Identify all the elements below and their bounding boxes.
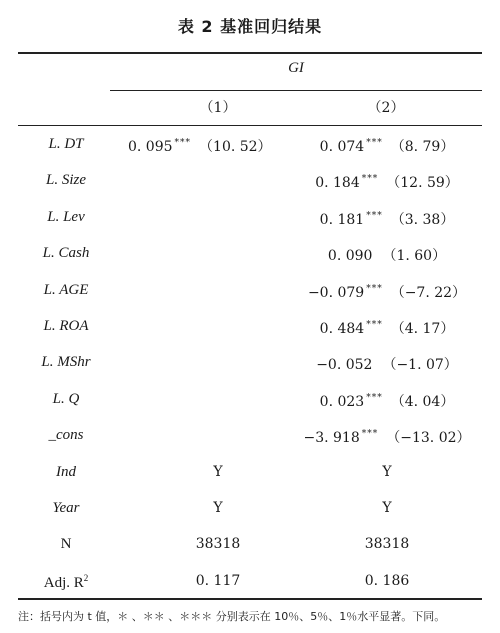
coefficient-value: 0. 095 — [128, 139, 173, 155]
t-statistic: （4. 17） — [390, 321, 455, 337]
t-statistic: （3. 38） — [390, 211, 455, 228]
row-label: L. DT — [48, 136, 84, 152]
value-cell: Y — [213, 463, 223, 480]
row-label — [18, 573, 114, 592]
coefficient-cell — [292, 318, 482, 338]
bottom-rule — [18, 598, 482, 600]
coefficient-value: 0. 074 — [319, 139, 365, 155]
coefficient-value: 0. 090 — [327, 248, 373, 265]
coefficient-cell — [292, 136, 482, 156]
table-row — [0, 565, 500, 601]
value-cell: 38318 — [364, 536, 410, 553]
table-row — [0, 310, 500, 346]
coefficient-cell — [292, 282, 482, 302]
value-cell: Y — [213, 500, 223, 516]
coefficient-cell — [292, 172, 482, 192]
t-statistic: （−13. 02） — [386, 430, 471, 447]
table-row — [0, 346, 500, 382]
coefficient-cell — [292, 354, 482, 374]
value-cell: 0. 117 — [195, 572, 241, 589]
significance-stars: *** — [366, 392, 383, 403]
significance-stars: *** — [366, 138, 383, 148]
coefficient-value: 0. 184 — [315, 175, 360, 192]
value-cell: Y — [382, 500, 392, 516]
coefficient-cell — [292, 209, 482, 229]
row-label: _cons — [48, 427, 84, 444]
coefficient-cell — [292, 245, 482, 265]
t-statistic: （12. 59） — [386, 175, 459, 192]
table-row — [0, 456, 500, 492]
row-label: Ind — [56, 463, 76, 480]
row-label-text: Adj. R — [43, 574, 84, 591]
value-cell: 0. 186 — [364, 572, 410, 589]
top-rule — [18, 52, 482, 54]
significance-stars: *** — [366, 320, 383, 330]
header-rule — [110, 90, 482, 91]
t-statistic: （8. 79） — [390, 139, 455, 155]
row-label: L. Cash — [42, 245, 90, 262]
significance-stars: *** — [361, 429, 379, 440]
table-row — [0, 419, 500, 455]
row-label: L. Lev — [47, 208, 85, 225]
t-statistic: （−1. 07） — [382, 357, 458, 374]
coefficient-cell — [128, 136, 308, 156]
row-label: L. MShr — [41, 354, 91, 371]
t-statistic: （10. 52） — [199, 139, 272, 155]
row-label: N — [60, 536, 72, 553]
table-row — [0, 201, 500, 237]
coefficient-value: 0. 484 — [319, 321, 365, 337]
coefficient-cell — [292, 391, 482, 411]
table-title: 表 2 基准回归结果 — [177, 17, 323, 36]
significance-stars: *** — [366, 283, 383, 294]
table-row — [0, 164, 500, 200]
body-top-rule — [18, 125, 482, 126]
significance-stars: *** — [361, 174, 379, 185]
coefficient-value: 0. 023 — [319, 393, 365, 410]
coefficient-value: −0. 079 — [307, 284, 365, 301]
t-statistic: （−7. 22） — [390, 284, 467, 301]
coefficient-value: −0. 052 — [316, 357, 373, 374]
table-row — [0, 128, 500, 164]
row-label: L. Size — [45, 172, 86, 189]
row-label: L. AGE — [43, 281, 89, 298]
coefficient-value: −3. 918 — [303, 430, 360, 447]
table-row — [0, 528, 500, 564]
coefficient-value: 0. 181 — [319, 211, 365, 228]
row-label: L. ROA — [43, 318, 89, 334]
significance-stars: *** — [174, 138, 192, 148]
significance-stars: *** — [366, 210, 383, 221]
table-row — [0, 492, 500, 528]
row-label: Year — [52, 500, 80, 516]
coefficient-cell — [292, 427, 482, 447]
table-row — [0, 237, 500, 273]
table-row — [0, 274, 500, 310]
superscript: 2 — [83, 572, 89, 583]
t-statistic: （1. 60） — [382, 248, 447, 265]
table-note: 注：括号内为 t 值，＊ 、＊＊ 、＊＊＊ 分别表示在 10％、5％、1％水平显著。下同。 — [18, 610, 446, 623]
dependent-variable-header: GI — [288, 60, 304, 76]
row-label: L. Q — [52, 390, 80, 407]
value-cell: 38318 — [195, 536, 241, 553]
t-statistic: （4. 04） — [390, 393, 455, 410]
value-cell: Y — [382, 463, 392, 480]
column-header-2: （2） — [367, 100, 405, 116]
column-header-1: （1） — [199, 100, 237, 116]
table-row — [0, 383, 500, 419]
